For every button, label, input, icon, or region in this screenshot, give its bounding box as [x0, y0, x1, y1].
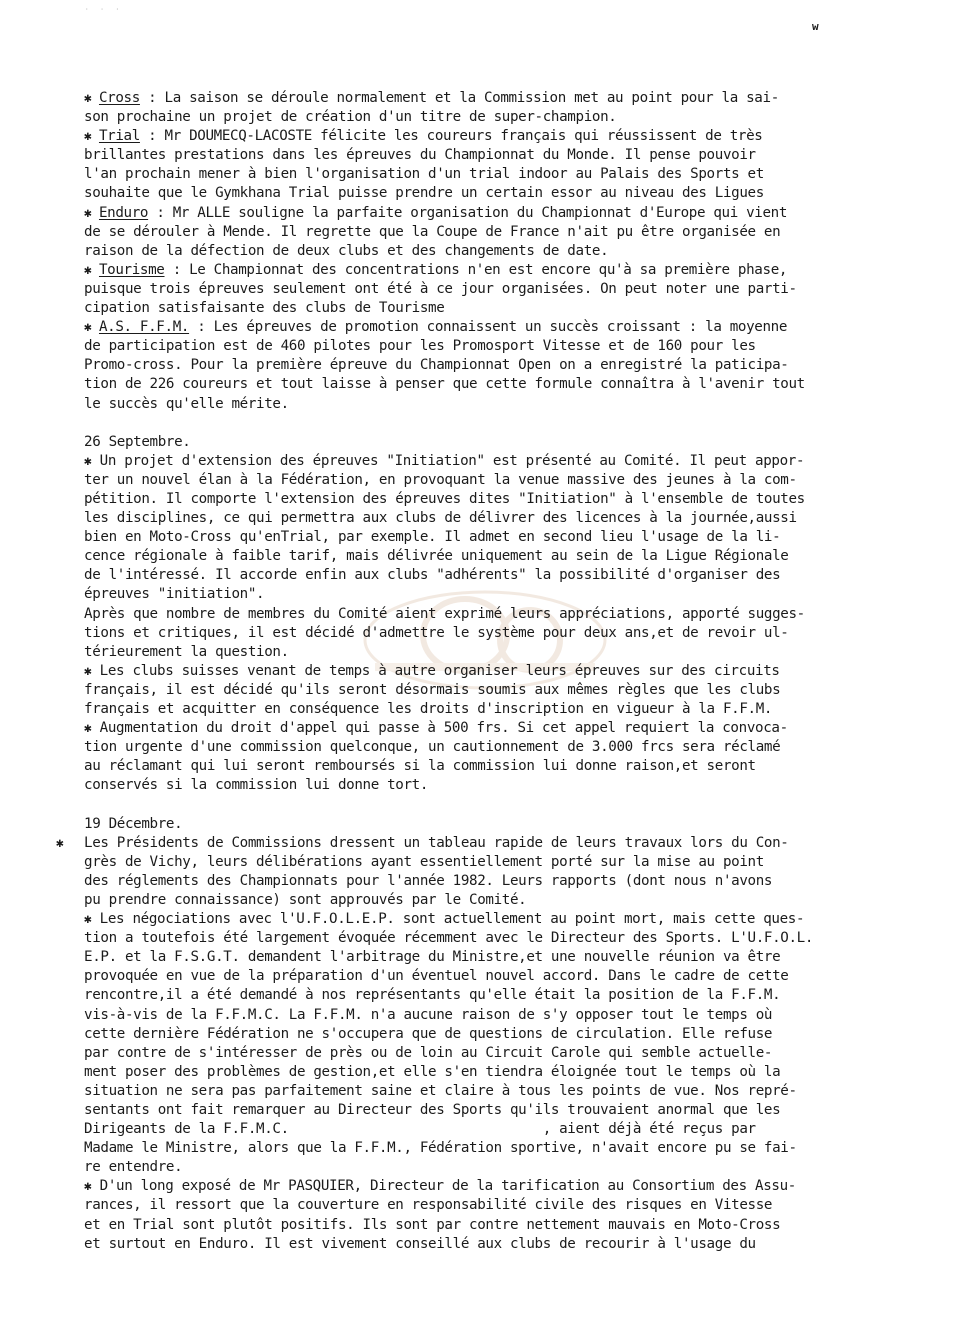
asterisk-bullet-icon: ✱ — [84, 262, 99, 278]
enduro-heading: Enduro — [98, 204, 149, 221]
ufolep-paragraph: ✱ Les négociations avec l'U.F.O.L.E.P. sont actuellement au point mort, mais cette ques- — [84, 911, 805, 928]
text-line: épreuves "initiation". — [84, 586, 265, 603]
asterisk-bullet-icon: ✱ — [84, 320, 99, 336]
cross-paragraph: ✱ Cross : La saison se déroule normalement et la Commission met au point pour la sai- — [84, 90, 779, 106]
tourisme-paragraph: ✱ Tourisme : Le Championnat des concentrations n'en est encore qu'à sa première phase, — [84, 261, 788, 278]
text-line: français et acquitter en conséquence les droits d'inscription en vigueur à la F.F.M. — [84, 701, 773, 717]
text-line: tion urgente d'une commission quelconque, un cautionnement de 3.000 frcs sera réclamé — [84, 739, 781, 756]
text-line: puisque trois épreuves seulement ont été à ce jour organisées. On peut noter une parti- — [84, 280, 797, 297]
asterisk-bullet-icon: ✱ — [84, 91, 99, 106]
text-line: au réclamant qui lui seront remboursés si la commission lui donne raison,et seront — [84, 758, 756, 775]
asterisk-bullet-icon: ✱ — [84, 721, 92, 737]
text-line: Promo-cross. Pour la première épreuve du Championnat Open on a enregistré la paticipa- — [84, 357, 789, 374]
text-line: et surtout en Enduro. Il est vivement conseillé aux clubs de recourir à l'usage du — [84, 1235, 756, 1252]
text-line: tions et critiques, il est décidé d'admettre le système pour deux ans,et de revoir ul- — [84, 624, 789, 641]
text-line: pu prendre connaissance) sont approuvés par le Comité. — [84, 891, 527, 908]
tourisme-heading: Tourisme — [98, 261, 165, 278]
enduro-paragraph: ✱ Enduro : Mr ALLE souligne la parfaite organisation du Championnat d'Europe qui vient — [84, 204, 788, 221]
text-line: l'an prochain mener à bien l'organisation d'un trial indoor au Palais des Sports et — [84, 166, 764, 183]
text-line: son prochaine un projet de création d'un titre de super-champion. — [84, 109, 617, 126]
appel-paragraph: ✱ Augmentation du droit d'appel qui passe à 500 frs. Si cet appel requiert la convoca- — [84, 720, 788, 737]
text-line: tion a toutefois été largement évoquée récemment avec le Directeur des Sports. L'U.F.O.L. — [84, 930, 814, 947]
text-line: grès de Vichy, leurs délibérations ayant essentiellement porté sur la mise au point — [84, 853, 764, 870]
text-line: et en Trial sont plutôt positifs. Ils sont par contre nettement mauvais en Moto-Cross — [84, 1216, 781, 1233]
text-line: sentants ont fait remarquer au Directeur des Sports qu'ils trouvaient anormal que les — [84, 1101, 781, 1118]
text-line: cipation satisfaisante des clubs de Tourisme — [84, 300, 445, 317]
text-line: ment poser des problèmes de gestion,et elle s'en tiendra éloignée tout le temps où la — [84, 1063, 781, 1080]
text-line: re entendre. — [84, 1159, 183, 1176]
text-line: situation ne sera pas parfaitement saine et claire à tous les points de vue. Nos repré- — [84, 1082, 797, 1099]
asterisk-bullet-icon: ✱ — [84, 912, 92, 928]
text-line: térieurement la question. — [84, 643, 289, 660]
asterisk-bullet-icon: ✱ — [84, 663, 92, 679]
text-line: cette dernière Fédération ne s'occupera que de questions de circulation. Elle refuse — [84, 1025, 773, 1042]
text-line: brillantes prestations dans les épreuves du Championnat du Monde. Il pense pouvoir — [84, 147, 756, 164]
text-line: de l'intéressé. Il accorde enfin aux clubs "adhérents" la possibilité d'organiser des — [84, 567, 781, 584]
initiation-paragraph: ✱ Un projet d'extension des épreuves "Initiation" est présenté au Comité. Il peut appor- — [84, 452, 805, 469]
asterisk-bullet-icon: ✱ — [84, 1179, 92, 1195]
text-line: raison de la défection de deux clubs et des changements de date. — [84, 242, 609, 259]
text-line: Dirigeants de la F.F.M.C. , aient déjà été reçus par — [84, 1121, 756, 1138]
asterisk-bullet-icon: ✱ — [84, 453, 92, 469]
text-line: français, il est décidé qu'ils seront désormais soumis aux mêmes règles que les clubs — [84, 681, 781, 698]
asfm-paragraph: ✱ A.S. F.F.M. : Les épreuves de promotion connaissent un succès croissant : la moyenne — [84, 319, 788, 336]
text-line: par contre de s'intéresser de près ou de loin au Circuit Carole qui semble actuelle- — [84, 1044, 773, 1061]
page-mark: w — [812, 20, 819, 33]
text-line: le succès qu'elle mérite. — [84, 395, 289, 412]
text-line: souhaite que le Gymkhana Trial puisse prendre un certain essor au niveau des Ligues — [84, 185, 764, 202]
text-line: cence régionale à faible tarif, mais délivrée uniquement au sein de la Ligue Régionale — [84, 548, 789, 565]
asterisk-bullet-icon: ✱ — [84, 205, 99, 221]
text-line: Après que nombre de membres du Comité aient exprimé leurs appréciations, apporté sugges- — [84, 605, 805, 622]
text-line: E.P. et la F.S.G.T. demandent l'arbitrage du Ministre,et une nouvelle réunion va être — [84, 949, 781, 966]
document-body — [56, 89, 934, 1254]
asterisk-bullet-icon: ✱ — [56, 835, 64, 851]
text-line: les disciplines, ce qui permettra aux clubs de délivrer des licences à la journée,aussi — [84, 510, 797, 527]
text-line: des réglements des Championnats pour l'année 1982. Leurs rapports (dont nous n'avons — [84, 872, 773, 889]
text-line: vis-à-vis de la F.F.M.C. La F.F.M. n'a aucune raison de s'y opposer tout le temps où — [84, 1006, 773, 1023]
section-date-december: 19 Décembre. — [84, 815, 183, 832]
text-line: provoquée en vue de la préparation d'un éventuel nouvel accord. Dans le cadre de cette — [84, 968, 789, 985]
asterisk-bullet-icon: ✱ — [84, 129, 99, 145]
cross-heading: Cross — [98, 90, 140, 106]
text-line: rencontre,il a été demandé à nos représentants qu'elle était la position de la F.F.M. — [84, 987, 781, 1004]
text-line: rances, il ressort que la couverture en responsabilité civile des risques en Vitesse — [84, 1197, 773, 1214]
text-line: tion de 226 coureurs et tout laisse à penser que cette formule connaîtra à l'avenir tout — [84, 376, 805, 393]
asfm-heading: A.S. F.F.M. — [98, 319, 190, 336]
text-line: conservés si la commission lui donne tort. — [84, 777, 429, 794]
text-line: Madame le Ministre, alors que la F.F.M., Fédération sportive, n'avait encore pu se fai- — [84, 1140, 797, 1157]
pasquier-paragraph: ✱ D'un long exposé de Mr PASQUIER, Directeur de la tarification au Consortium des Assu- — [84, 1178, 796, 1195]
text-line: de participation est de 460 pilotes pour les Promosport Vitesse et de 160 pour les — [84, 338, 756, 355]
text-line: de se dérouler à Mende. Il regrette que la Coupe de France n'ait pu être organisée en — [84, 223, 781, 240]
suisses-paragraph: ✱ Les clubs suisses venant de temps à autre organiser leurs épreuves sur des circuits — [84, 662, 780, 679]
scan-artifact: · · · — [85, 6, 124, 13]
text-line: ter un nouvel élan à la Fédération, en provoquant la venue massive des jeunes à la com- — [84, 471, 797, 488]
text-line: bien en Moto-Cross qu'enTrial, par exemple. Il admet en second lieu l'usage de la li- — [84, 529, 781, 546]
trial-heading: Trial — [98, 128, 140, 145]
presidents-paragraph: ✱ Les Présidents de Commissions dressent un tableau rapide de leurs travaux lors du Con- — [84, 834, 934, 853]
section-date-september: 26 Septembre. — [84, 433, 191, 450]
trial-paragraph: ✱ Trial : Mr DOUMECQ-LACOSTE félicite les coureurs français qui réussissent de très — [84, 128, 763, 145]
text-line: pétition. Il comporte l'extension des épreuves dites "Initiation" à l'ensemble de toutes — [84, 490, 805, 507]
